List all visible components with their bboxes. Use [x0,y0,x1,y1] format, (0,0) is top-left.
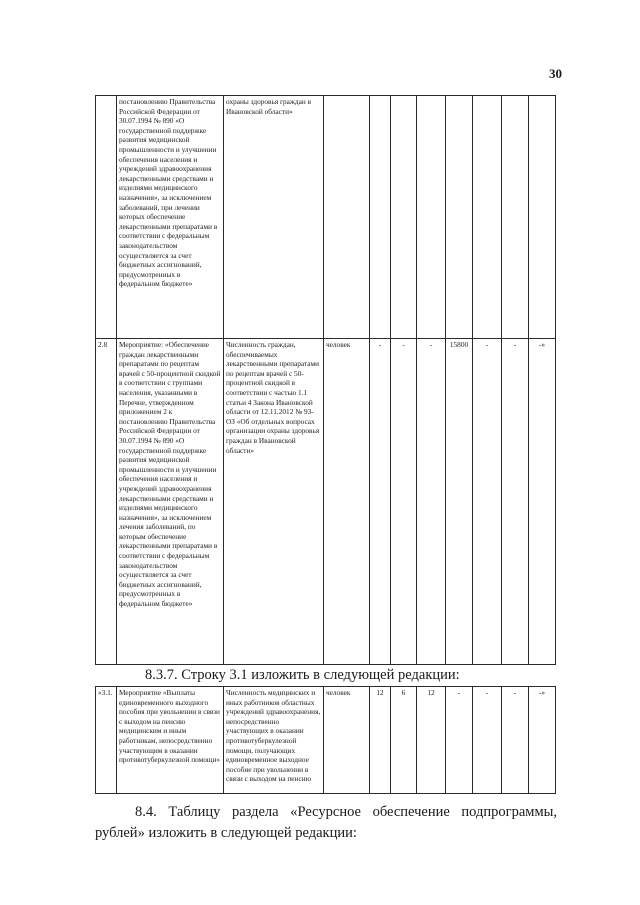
table-continuation [95,95,556,339]
unit-cell: человек [324,339,370,665]
value-cell: 6 [391,687,417,794]
value-cell: 15800 [446,339,473,665]
value-cell [417,96,446,339]
value-cell [473,96,502,339]
table-row-2-8 [95,338,556,665]
indicator-cell: Численность граждан, обеспечиваемых лекарственными препаратами по рецептам врачей с 50-процентной скидкой в соответствии с частью 1.1 статьи 4 Закона Ивановской области от 12.11.2012 № 93-ОЗ «Об отдельных вопросах организации охраны здоровья граждан в Ивановской области» [224,339,324,665]
body-paragraph: 8.4. Таблицу раздела «Ресурсное обеспечение подпрограммы, рублей» изложить в следующей редакции: [95,804,557,841]
value-cell: - [502,687,529,794]
value-cell: 12 [370,687,391,794]
section-heading: 8.3.7. Строку 3.1 изложить в следующей редакции: [145,667,460,683]
value-cell: - [417,339,446,665]
page-number: 30 [549,66,562,81]
value-cell [370,96,391,339]
value-cell [446,96,473,339]
value-cell: -» [529,687,556,794]
value-cell: - [473,687,502,794]
activity-cell: Мероприятие: «Обеспечение граждан лекарственными препаратами по рецептам врачей с 50-процентной скидкой в соответствии с группами населения, указанными в Перечне, утвержденном приложением 2 к постановлению Правительства Российской Федерации от 30.07.1994 № 890 «О государственной поддержке развития медицинской промышленности и улучшении обеспечения населения и учреждений здравоохранения лекарственными средствами и изделиями медицинского назначения», за исключением лечения заболеваний, по которым обеспечение лекарственными препаратами в соответствии с федеральным законодательством осуществляется за счет бюджетных ассигнований, предусмотренных в федеральном бюджете» [117,339,224,665]
row-number [96,96,117,339]
activity-cell: постановлению Правительства Российской Федерации от 30.07.1994 № 890 «О государственной поддержке развития медицинской промышленности и улучшении обеспечения населения и учреждений здравоохранения лекарственными средствами и изделиями медицинского назначения», за исключением заболеваний, при лечении которых обеспечение лекарственными препаратами в соответствии с федеральным законодательством осуществляется за счет бюджетных ассигнований, предусмотренных в федеральном бюджете» [117,96,224,339]
unit-cell: человек [324,687,370,794]
table-row [96,96,556,339]
value-cell: -» [529,339,556,665]
indicator-cell: охраны здоровья граждан в Ивановской области» [224,96,324,339]
value-cell: 12 [417,687,446,794]
value-cell [502,96,529,339]
table-row [96,339,556,665]
value-cell: - [446,687,473,794]
table-row [96,687,556,794]
value-cell [391,96,417,339]
value-cell: - [391,339,417,665]
indicator-cell: Численность медицинских и иных работников областных учреждений здравоохранения, непосредственно участвующих в оказании противотуберкулезной помощи, получающих единовременное выходное пособие при увольнении в связи с выходом на пенсию [224,687,324,794]
unit-cell [324,96,370,339]
row-number: «3.1. [96,687,117,794]
value-cell: - [370,339,391,665]
table-row-3-1 [95,686,556,794]
row-number: 2.8 [96,339,117,665]
value-cell: - [502,339,529,665]
value-cell [529,96,556,339]
value-cell: - [473,339,502,665]
activity-cell: Мероприятие «Выплаты единовременного выходного пособия при увольнении в связи с выходом на пенсию медицинским и иным работникам, непосредственно участвующим в оказании противотуберкулезной помощи» [117,687,224,794]
